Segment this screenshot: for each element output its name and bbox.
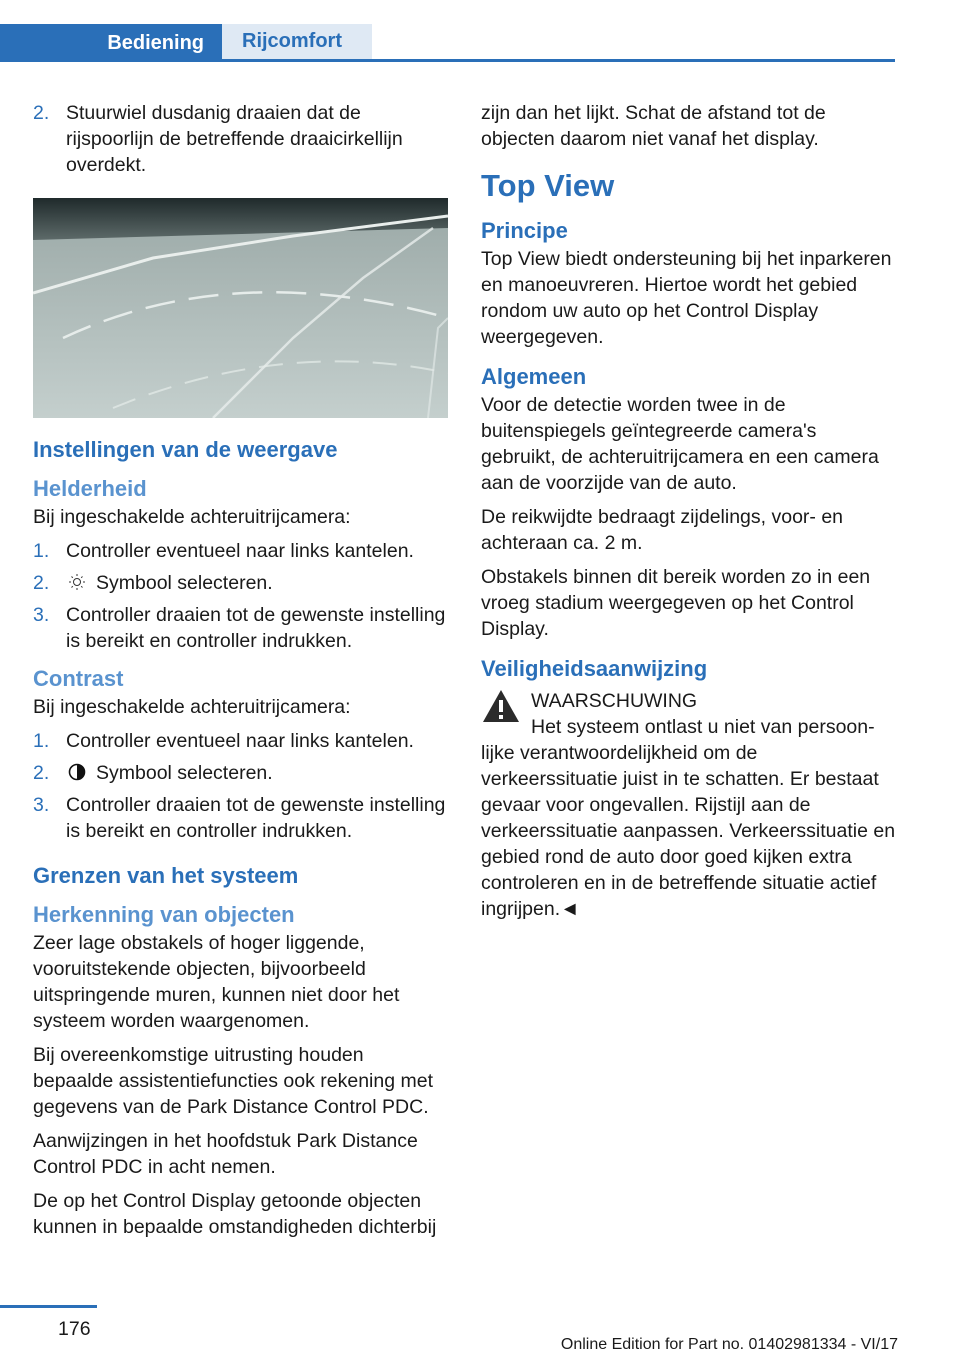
list-item [33,728,448,754]
step-text: Controller draaien tot de gewenste instelling is bereikt en controller indrukken. [66,604,446,652]
paragraph: Top View biedt ondersteuning bij het inparkeren en manoeuvreren. Hiertoe wordt het gebied rondom uw auto op het Control Display weergegeven. [481,248,892,348]
chapter-tabs [0,24,895,62]
paragraph: De reikwijdte bedraagt zijdelings, voor- en achteraan ca. 2 m. [481,506,844,554]
paragraph: Bij ingeschakelde achteruitrijcamera: [33,696,351,718]
section-heading: Instellingen van de weergave [33,437,338,462]
paragraph: Voor de detectie worden twee in de buitenspiegels geïntegreerde camera's gebruikt, de achteruitrijcamera en een camera aan de voorzijde van de auto. [481,394,879,494]
warning-text-first: Het systeem ontlast u niet van persoon- [531,716,875,738]
camera-image [33,198,448,418]
paragraph: Aanwijzingen in het hoofdstuk Park Distance Control PDC in acht nemen. [33,1130,418,1178]
footer-rule [0,1305,97,1308]
warning-label: WAARSCHUWING [531,690,698,712]
step-text: Controller eventueel naar links kantelen. [66,540,414,562]
paragraph: De op het Control Display getoonde objecten kunnen in bepaalde omstandigheden dichterbij [33,1190,437,1238]
warning-box [481,688,896,740]
step-text-with-icon [66,570,448,596]
step-text: Stuurwiel dusdanig draaien dat de rijspoorlijn de betreffende draaicirkellijn overdekt. [66,102,403,176]
step-number: 3. [33,604,50,626]
step-text-with-icon [66,760,448,786]
subsection-heading: Veiligheidsaanwijzing [481,656,708,681]
list-item [33,602,448,654]
list-item [33,100,448,178]
list-item [33,792,448,844]
step-number: 3. [33,794,50,816]
list-item [33,570,448,596]
step-number: 2. [33,102,50,124]
tab-bediening[interactable]: Bediening [0,24,222,62]
tab-rijcomfort[interactable]: Rijcomfort [222,24,372,59]
step-number: 2. [33,572,50,594]
page-number: 176 [58,1318,91,1340]
paragraph: Bij ingeschakelde achteruitrijcamera: [33,506,351,528]
left-column [33,100,448,1248]
step-text: Controller eventueel naar links kantelen. [66,730,414,752]
paragraph: Zeer lage obstakels of hoger liggende, vooruitstekende objecten, bijvoorbeeld uitspringende muren, kunnen niet door het systeem worden waargenomen. [33,932,400,1032]
brightness-icon [66,573,88,591]
paragraph: Bij overeenkomstige uitrusting houden bepaalde assistentiefuncties ook rekening met gegevens van de Park Distance Control PDC. [33,1044,433,1118]
subsection-heading: Helderheid [33,476,147,501]
warning-text: lijke verantwoordelijkheid om de verkeerssituatie juist in te schatten. Er bestaat gevaar voor ongevallen. Rijstijl aan de verkeerssituatie aanpassen. Verkeerssituatie en gebied rond de auto door goed kijken extra controleren en in de betreffende situatie actief ingrijpen.◄ [481,742,896,920]
tab-underline [0,59,895,62]
step-number: 1. [33,730,50,752]
list-item [33,538,448,564]
step-text: Controller draaien tot de gewenste instelling is bereikt en controller indrukken. [66,794,446,842]
warning-icon [481,688,521,724]
paragraph: zijn dan het lijkt. Schat de afstand tot de objecten daarom niet vanaf het display. [481,102,826,150]
contrast-icon [66,763,88,781]
step-number: 1. [33,540,50,562]
subsection-heading: Algemeen [481,364,587,389]
subsection-heading: Contrast [33,666,124,691]
chapter-heading: Top View [481,168,615,203]
paragraph: Obstakels binnen dit bereik worden zo in een vroeg stadium weergegeven op het Control Display. [481,566,871,640]
right-column [481,100,896,930]
subsection-heading: Herkenning van objecten [33,902,295,927]
edition-note: Online Edition for Part no. 01402981334 - VI/17 [560,1336,898,1353]
step-number: 2. [33,762,50,784]
subsection-heading: Principe [481,218,568,243]
list-item [33,760,448,786]
step-text: Symbool selecteren. [96,762,273,784]
step-text: Symbool selecteren. [96,572,273,594]
section-heading: Grenzen van het systeem [33,863,299,888]
